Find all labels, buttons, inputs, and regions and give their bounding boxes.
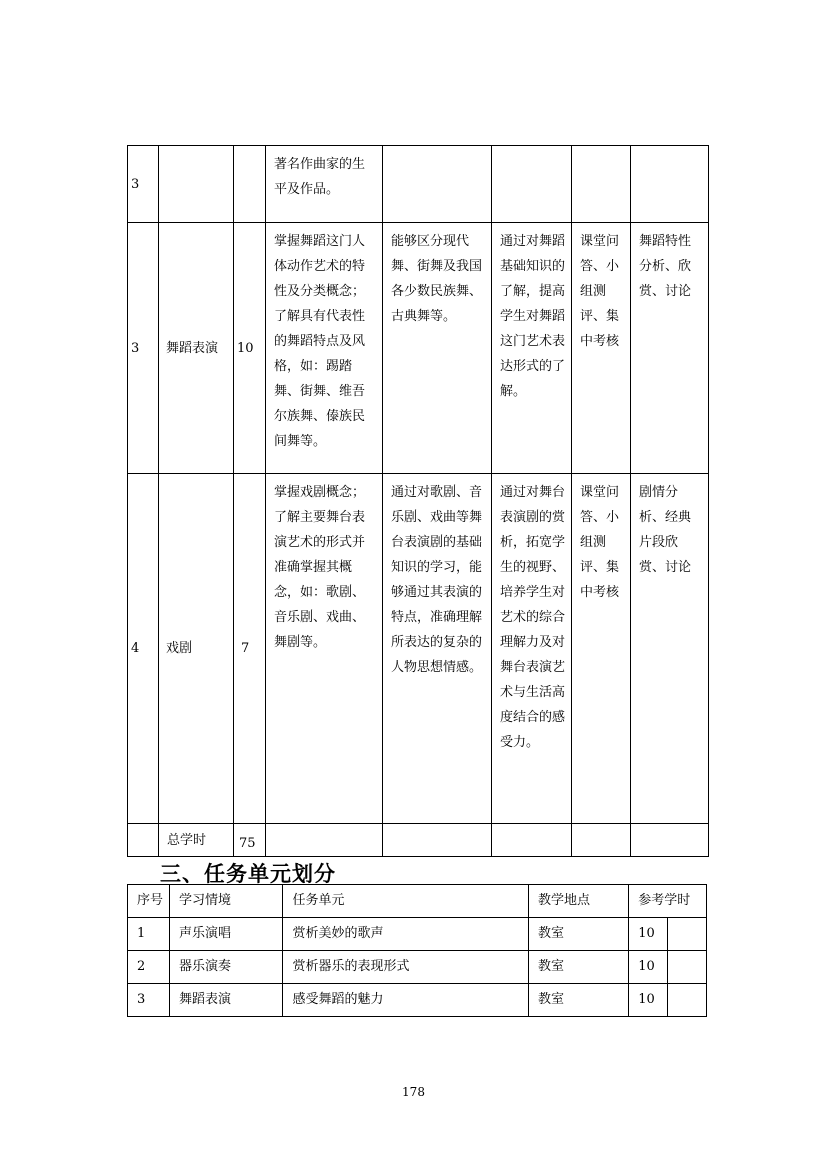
row-situation: 器乐演奏 xyxy=(169,951,283,984)
curriculum-table xyxy=(127,145,709,857)
table-row xyxy=(128,146,709,223)
header-situation: 学习情境 xyxy=(169,885,283,918)
header-hours: 参考学时 xyxy=(629,885,707,918)
row-unit: 感受舞蹈的魅力 xyxy=(283,984,529,1017)
row-index: 3 xyxy=(128,223,159,474)
row-index: 4 xyxy=(128,474,159,824)
table-row xyxy=(128,474,709,824)
header-unit: 任务单元 xyxy=(283,885,529,918)
row-hours: 10 xyxy=(629,918,668,951)
row-ability: 通过对歌剧、音乐剧、戏曲等舞台表演剧的基础知识的学习，能够通过其表演的特点，准确理解所表达的复杂的人物思想情感。 xyxy=(383,474,492,824)
row-method: 舞蹈特性分析、欣赏、讨论 xyxy=(631,223,709,474)
row-hours: 10 xyxy=(629,951,668,984)
row-situation: 舞蹈表演 xyxy=(159,223,234,474)
row-unit: 赏析器乐的表现形式 xyxy=(283,951,529,984)
row-unit: 赏析美妙的歌声 xyxy=(283,918,529,951)
unit-table xyxy=(127,884,707,1017)
table-row xyxy=(128,951,707,984)
row-quality: 通过对舞台表演剧的赏析，拓宽学生的视野、培养学生对艺术的综合理解力及对舞台表演艺术与生活高度结合的感受力。 xyxy=(492,474,572,824)
row-quality: 通过对舞蹈基础知识的了解，提高学生对舞蹈这门艺术表达形式的了解。 xyxy=(492,223,572,474)
table-row xyxy=(128,984,707,1017)
total-row xyxy=(128,824,709,857)
row-assessment: 课堂问答、小组测评、集中考核 xyxy=(572,223,631,474)
row-index: 2 xyxy=(128,951,170,984)
row-situation: 舞蹈表演 xyxy=(169,984,283,1017)
row-quality xyxy=(492,146,572,223)
total-label: 总学时 xyxy=(159,824,234,857)
row-assessment xyxy=(572,146,631,223)
row-assessment: 课堂问答、小组测评、集中考核 xyxy=(572,474,631,824)
table-header-row xyxy=(128,885,707,918)
row-situation: 声乐演唱 xyxy=(169,918,283,951)
row-index: 1 xyxy=(128,918,170,951)
row-method: 剧情分析、经典片段欣赏、讨论 xyxy=(631,474,709,824)
table-row xyxy=(128,918,707,951)
row-index: 3 xyxy=(128,984,170,1017)
row-ability xyxy=(383,146,492,223)
row-content: 掌握舞蹈这门人体动作艺术的特性及分类概念；了解具有代表性的舞蹈特点及风格，如：踢踏舞、街舞、维吾尔族舞、傣族民间舞等。 xyxy=(266,223,383,474)
row-situation xyxy=(159,146,234,223)
header-location: 教学地点 xyxy=(528,885,628,918)
row-location: 教室 xyxy=(528,918,628,951)
header-index: 序号 xyxy=(128,885,170,918)
row-method xyxy=(631,146,709,223)
page-number: 178 xyxy=(402,1085,425,1099)
row-hours: 10 xyxy=(629,984,668,1017)
row-location: 教室 xyxy=(528,951,628,984)
row-content: 掌握戏剧概念；了解主要舞台表演艺术的形式并准确掌握其概念，如：歌剧、音乐剧、戏曲、舞剧等。 xyxy=(266,474,383,824)
row-hours: 7 xyxy=(234,474,266,824)
row-content: 著名作曲家的生平及作品。 xyxy=(266,146,383,223)
table-row xyxy=(128,223,709,474)
row-situation: 戏剧 xyxy=(159,474,234,824)
total-hours: 75 xyxy=(234,824,266,857)
row-index: 3 xyxy=(128,146,159,223)
row-ability: 能够区分现代舞、街舞及我国各少数民族舞、古典舞等。 xyxy=(383,223,492,474)
row-hours: 10 xyxy=(234,223,266,474)
row-hours xyxy=(234,146,266,223)
row-location: 教室 xyxy=(528,984,628,1017)
section-heading: 三、任务单元划分 xyxy=(160,862,336,886)
